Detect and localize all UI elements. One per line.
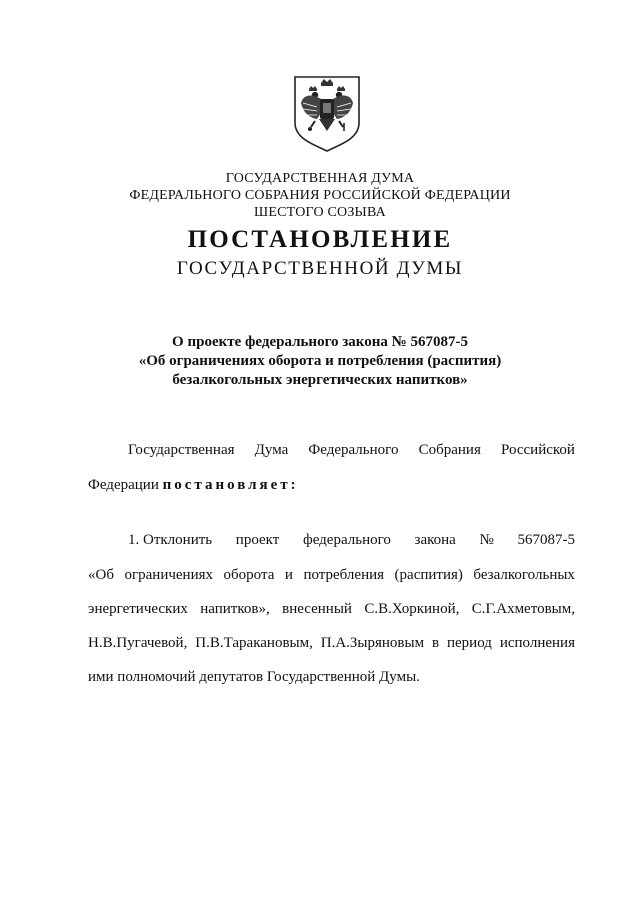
word: ограничениях: [124, 567, 214, 583]
word: Российской: [501, 442, 575, 458]
word: Дума: [254, 442, 289, 458]
item1-line4: [88, 635, 575, 652]
word: (распития): [394, 567, 463, 583]
word: федерального: [302, 532, 391, 548]
topic-line3: безалкогольных энергетических напитков»: [172, 372, 468, 388]
word: период: [447, 635, 492, 651]
word: закона: [414, 532, 456, 548]
document-subtitle: ГОСУДАРСТВЕННОЙ ДУМЫ: [176, 258, 464, 279]
word: потребления: [303, 567, 385, 583]
word: П.А.Зыряновым: [320, 635, 425, 651]
item1-line3: [88, 601, 575, 618]
org-name-line2: ФЕДЕРАЛЬНОГО СОБРАНИЯ РОССИЙСКОЙ ФЕДЕРАЦИИ: [129, 188, 511, 203]
word: С.В.Хоркиной,: [364, 601, 460, 617]
topic-line1: О проекте федерального закона № 567087-5: [172, 334, 468, 350]
word: Собрания: [418, 442, 481, 458]
word: внесенный: [282, 601, 352, 617]
word: энергетических: [88, 601, 188, 617]
word: исполнения: [499, 635, 575, 651]
word: «Об: [88, 567, 114, 583]
word: П.В.Таракановым,: [195, 635, 313, 651]
org-name-line1: ГОСУДАРСТВЕННАЯ ДУМА: [225, 171, 415, 186]
preamble-line1: [128, 442, 575, 459]
topic-line2: «Об ограничениях оборота и потребления (распития): [138, 353, 502, 369]
word: 567087-5: [517, 532, 575, 548]
item1-line5: ими полномочий депутатов Государственной Думы.: [88, 669, 420, 685]
word: напитков»,: [200, 601, 270, 617]
coat-of-arms-emblem: [291, 73, 363, 153]
word: проект: [235, 532, 280, 548]
item1-line1: [128, 532, 575, 549]
word: №: [479, 532, 494, 548]
word: оборота: [223, 567, 275, 583]
document-title: ПОСТАНОВЛЕНИЕ: [187, 226, 453, 253]
word: и: [284, 567, 293, 583]
word: С.Г.Ахметовым,: [471, 601, 575, 617]
word: Н.В.Пугачевой,: [88, 635, 188, 651]
word: Государственная: [128, 442, 235, 458]
word: Федерального: [308, 442, 399, 458]
convocation-line: ШЕСТОГО СОЗЫВА: [254, 205, 386, 220]
word: в: [432, 635, 440, 651]
word: Федерации: [88, 477, 159, 493]
word: 1. Отклонить: [128, 532, 213, 548]
preamble-line2: [88, 477, 575, 494]
decree-word: постановляет:: [162, 477, 299, 493]
item1-line2: [88, 567, 575, 584]
word: безалкогольных: [473, 567, 575, 583]
